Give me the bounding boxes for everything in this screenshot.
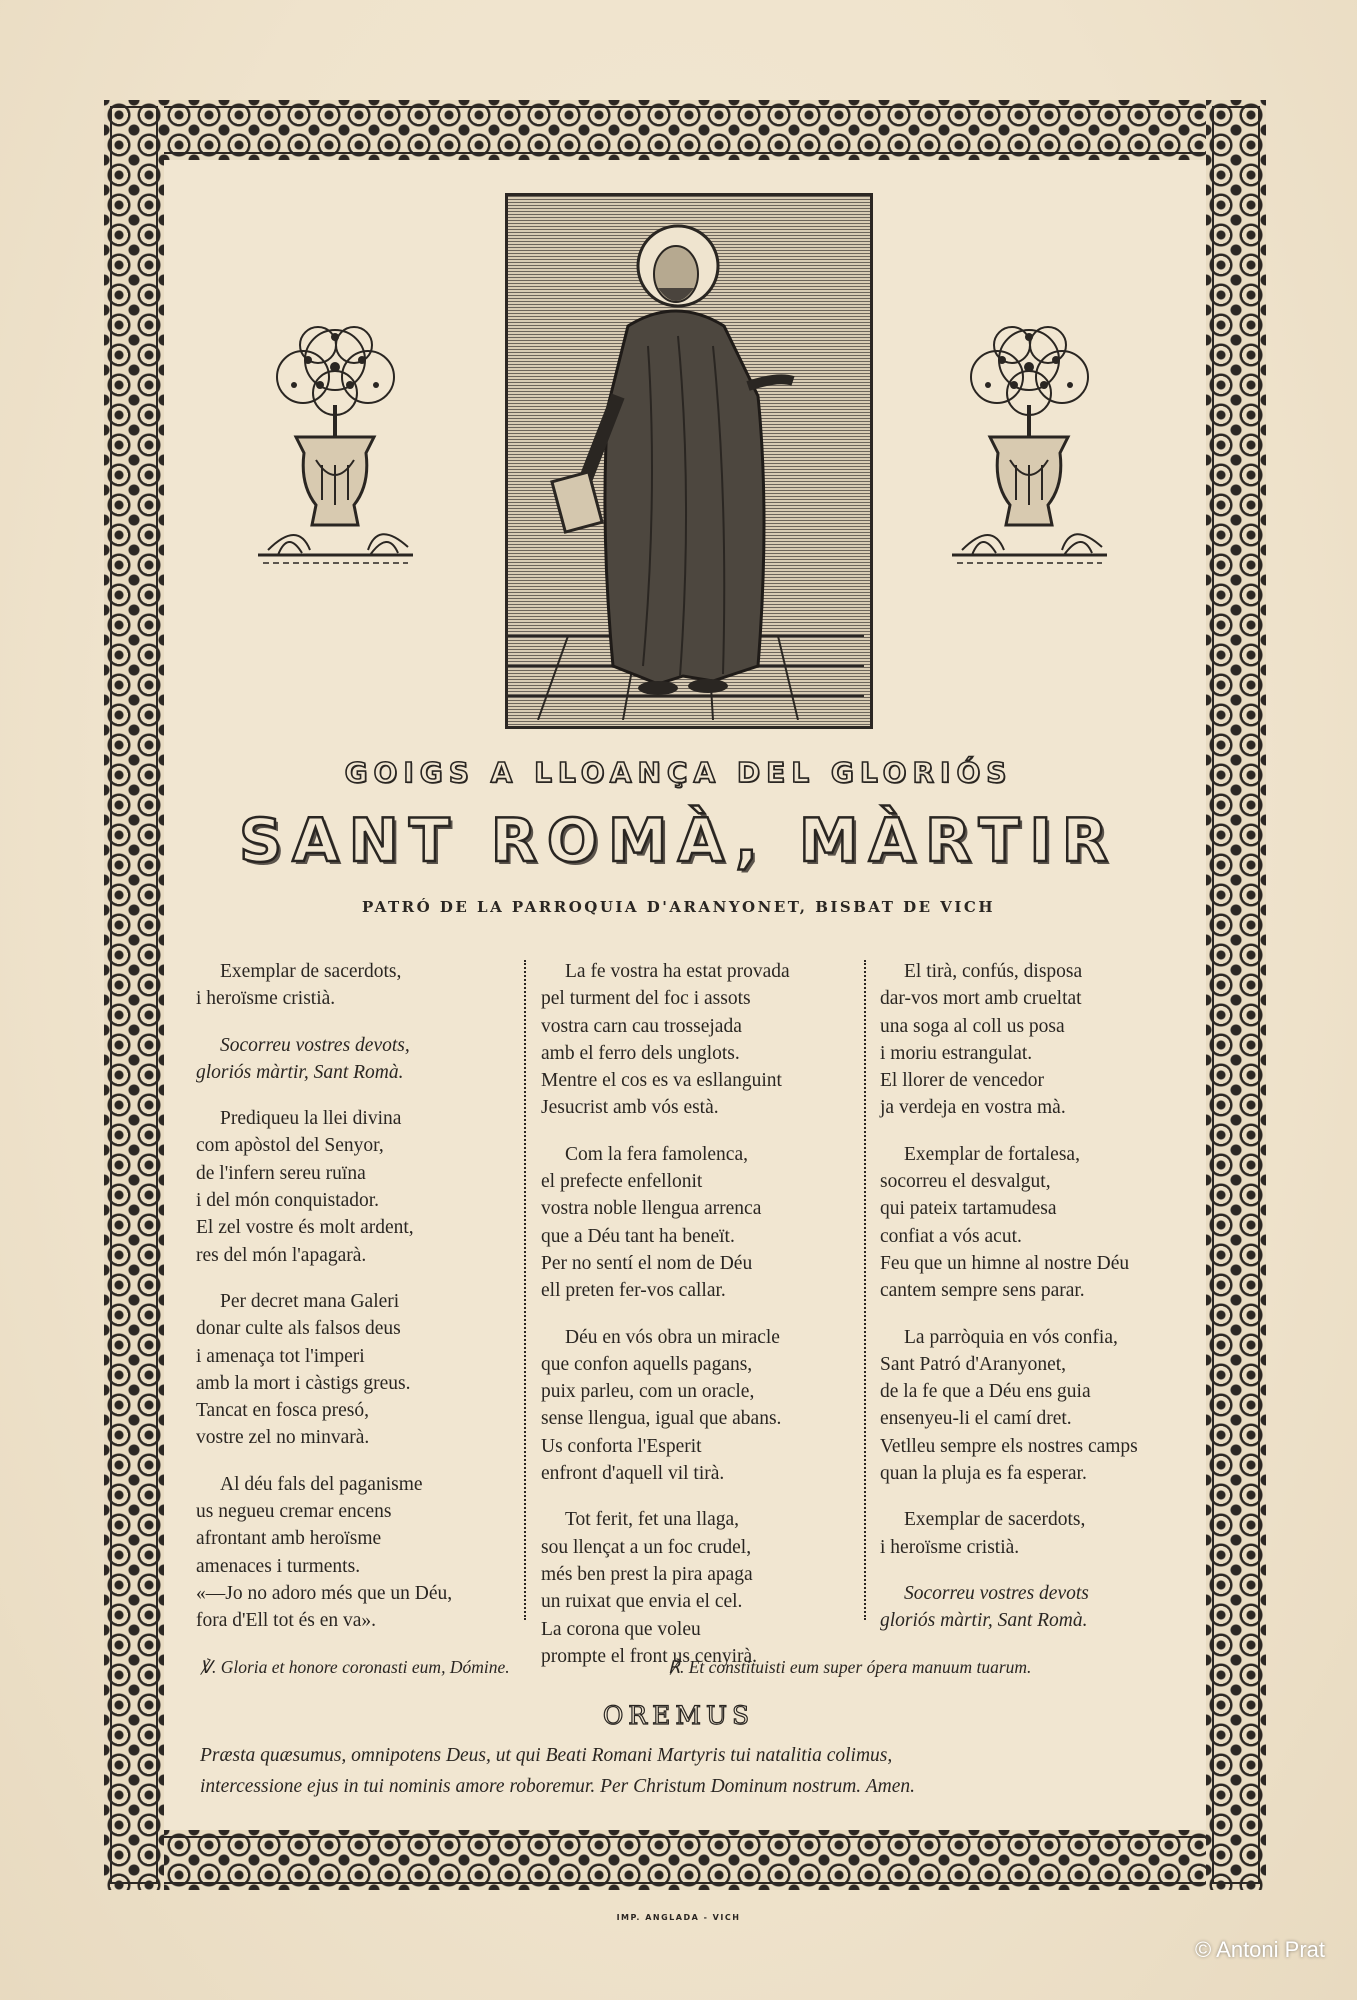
verse-line: Exemplar de sacerdots, [904, 1509, 1086, 1531]
refrain-stanza [880, 1580, 1210, 1635]
verse-line: quan la pluja es fa esperar. [880, 1463, 1087, 1485]
verse-stanza [541, 1141, 861, 1305]
verse-line: Us conforta l'Esperit [541, 1435, 702, 1457]
verse-line: Exemplar de sacerdots, [220, 961, 402, 982]
verse-line: Sant Patró d'Aranyonet, [880, 1353, 1067, 1375]
verse-line: ell preten fer-vos callar. [541, 1280, 726, 1302]
verse-line: qui pateix tartamudesa [880, 1198, 1057, 1220]
verse-line: prompte el front us cenyirà. [541, 1645, 758, 1667]
verse-line: Socorreu vostres devots [904, 1582, 1089, 1604]
verse-line: Al déu fals del paganisme [220, 1473, 423, 1495]
copyright-watermark: © Antoni Prat [1195, 1937, 1325, 1962]
verse-line: i moriu estrangulat. [880, 1042, 1033, 1064]
verse-line: de l'infern sereu ruïna [196, 1162, 366, 1184]
verse-line: una soga al coll us posa [880, 1015, 1065, 1037]
verse-stanza [880, 958, 1210, 1122]
saint-engraving [505, 193, 873, 729]
verse-line: Jesucrist amb vós està. [541, 1097, 719, 1119]
verse-line: Prediqueu la llei divina [220, 1108, 402, 1130]
verse-line: confiat a vós acut. [880, 1225, 1022, 1247]
verse-line: Exemplar de fortalesa, [904, 1143, 1080, 1165]
verse-line: i del món conquistador. [196, 1190, 380, 1212]
column-divider [864, 960, 866, 1620]
verse-line: fora d'Ell tot és en va». [196, 1610, 377, 1632]
verse-line: gloriós màrtir, Sant Romà. [196, 1061, 404, 1083]
verse-stanza [541, 1324, 861, 1488]
verse-line: Tot ferit, fet una llaga, [565, 1509, 740, 1531]
prayer-line: Præsta quæsumus, omnipotens Deus, ut qui Beati Romani Martyris tui natalitia colimus, [200, 1745, 893, 1766]
flower-urn-icon [258, 315, 413, 580]
prayer-text [200, 1740, 1190, 1802]
verse-line: un ruixat que envia el cel. [541, 1591, 743, 1613]
prayer-line: intercessione ejus in tui nominis amore roboremur. Per Christum Dominum nostrum. Amen. [200, 1776, 915, 1797]
verse-column-2 [541, 958, 861, 1689]
verse-line: res del món l'apagarà. [196, 1244, 367, 1266]
verse-line: La corona que voleu [541, 1618, 701, 1640]
verse-stanza [880, 1141, 1210, 1305]
verse-line: vostra carn cau trossejada [541, 1015, 742, 1037]
column-divider [524, 960, 526, 1620]
verse-line: i heroïsme cristià. [880, 1536, 1020, 1558]
verse-line: dar-vos mort amb crueltat [880, 988, 1082, 1010]
oremus-heading: OREMUS [602, 1701, 755, 1730]
verse-stanza [880, 1324, 1210, 1488]
verse-line: més ben prest la pira apaga [541, 1563, 753, 1585]
verse-stanza [196, 1471, 516, 1635]
title-line-2: SANT ROMÀ, MÀRTIR [239, 806, 1118, 876]
verse-line: enfront d'aquell vil tirà. [541, 1463, 725, 1485]
border-left [104, 100, 164, 1890]
verse-line: que confon aquells pagans, [541, 1353, 753, 1375]
verse-line: El llorer de vencedor [880, 1070, 1045, 1092]
verse-line: sense llengua, igual que abans. [541, 1408, 782, 1430]
verse-line: Feu que un himne al nostre Déu [880, 1252, 1130, 1274]
verse-line: Per decret mana Galeri [220, 1290, 400, 1312]
verse-stanza [541, 958, 861, 1122]
refrain-stanza [196, 1032, 516, 1087]
verse-line: us negueu cremar encens [196, 1501, 392, 1523]
verse-stanza [196, 1105, 516, 1269]
verse-line: Déu en vós obra un miracle [565, 1326, 780, 1348]
verse-line: Com la fera famolenca, [565, 1143, 748, 1165]
verse-line: Socorreu vostres devots, [220, 1034, 410, 1056]
verse-line: ensenyeu-li el camí dret. [880, 1408, 1072, 1430]
verse-line: pel turment del foc i assots [541, 988, 751, 1010]
verse-line: vostre zel no minvarà. [196, 1427, 370, 1449]
verse-stanza [880, 1506, 1210, 1561]
verse-line: cantem sempre sens parar. [880, 1280, 1085, 1302]
verse-line: amenaces i turments. [196, 1555, 361, 1577]
response: ℟. Et constituisti eum super ópera manuum tuarum. [668, 1657, 1032, 1677]
verse-line: ja verdeja en vostra mà. [880, 1097, 1066, 1119]
verse-line: de la fe que a Déu ens guia [880, 1381, 1091, 1403]
verse-line: i heroïsme cristià. [196, 988, 336, 1010]
verse-line: Per no sentí el nom de Déu [541, 1252, 753, 1274]
verse-line: el prefecte enfellonit [541, 1171, 703, 1193]
verse-stanza [196, 958, 516, 1013]
verse-line: Mentre el cos es va esllanguint [541, 1070, 782, 1092]
verse-line: puix parleu, com un oracle, [541, 1381, 755, 1403]
verse-line: El zel vostre és molt ardent, [196, 1217, 414, 1239]
verse-line: «—Jo no adoro més que un Déu, [196, 1582, 453, 1604]
verse-line: vostra noble llengua arrenca [541, 1198, 762, 1220]
verse-line: El tirà, confús, disposa [904, 961, 1083, 982]
title-line-1: GOIGS A LLOANÇA DEL GLORIÓS [344, 756, 1013, 789]
verse-column-1 [196, 958, 516, 1654]
verse-line: afrontant amb heroïsme [196, 1528, 382, 1550]
flower-urn-icon [952, 315, 1107, 580]
border-right [1206, 100, 1266, 1890]
verse-stanza [196, 1288, 516, 1452]
verse-line: que a Déu tant ha beneït. [541, 1225, 735, 1247]
versicle: ℣. Gloria et honore coronasti eum, Dómine. [200, 1657, 510, 1677]
verse-stanza [541, 1506, 861, 1670]
printer-imprint: IMP. ANGLADA - VICH [616, 1913, 741, 1922]
verse-line: Tancat en fosca presó, [196, 1400, 369, 1422]
verse-line: sou llençat a un foc crudel, [541, 1536, 752, 1558]
verse-line: gloriós màrtir, Sant Romà. [880, 1610, 1088, 1632]
verse-line: amb el ferro dels unglots. [541, 1042, 740, 1064]
border-top [104, 100, 1266, 160]
verse-line: amb la mort i càstigs greus. [196, 1372, 411, 1394]
verse-column-3 [880, 958, 1210, 1654]
verse-line: socorreu el desvalgut, [880, 1171, 1051, 1193]
subtitle: PATRÓ DE LA PARROQUIA D'ARANYONET, BISBAT DE VICH [361, 898, 996, 916]
verse-line: La fe vostra ha estat provada [565, 961, 790, 982]
verse-line: donar culte als falsos deus [196, 1318, 401, 1340]
verse-line: La parròquia en vós confia, [904, 1326, 1118, 1348]
verse-line: Vetlleu sempre els nostres camps [880, 1435, 1138, 1457]
verse-line: i amenaça tot l'imperi [196, 1345, 365, 1367]
border-bottom [104, 1830, 1266, 1890]
verse-line: com apòstol del Senyor, [196, 1135, 384, 1157]
